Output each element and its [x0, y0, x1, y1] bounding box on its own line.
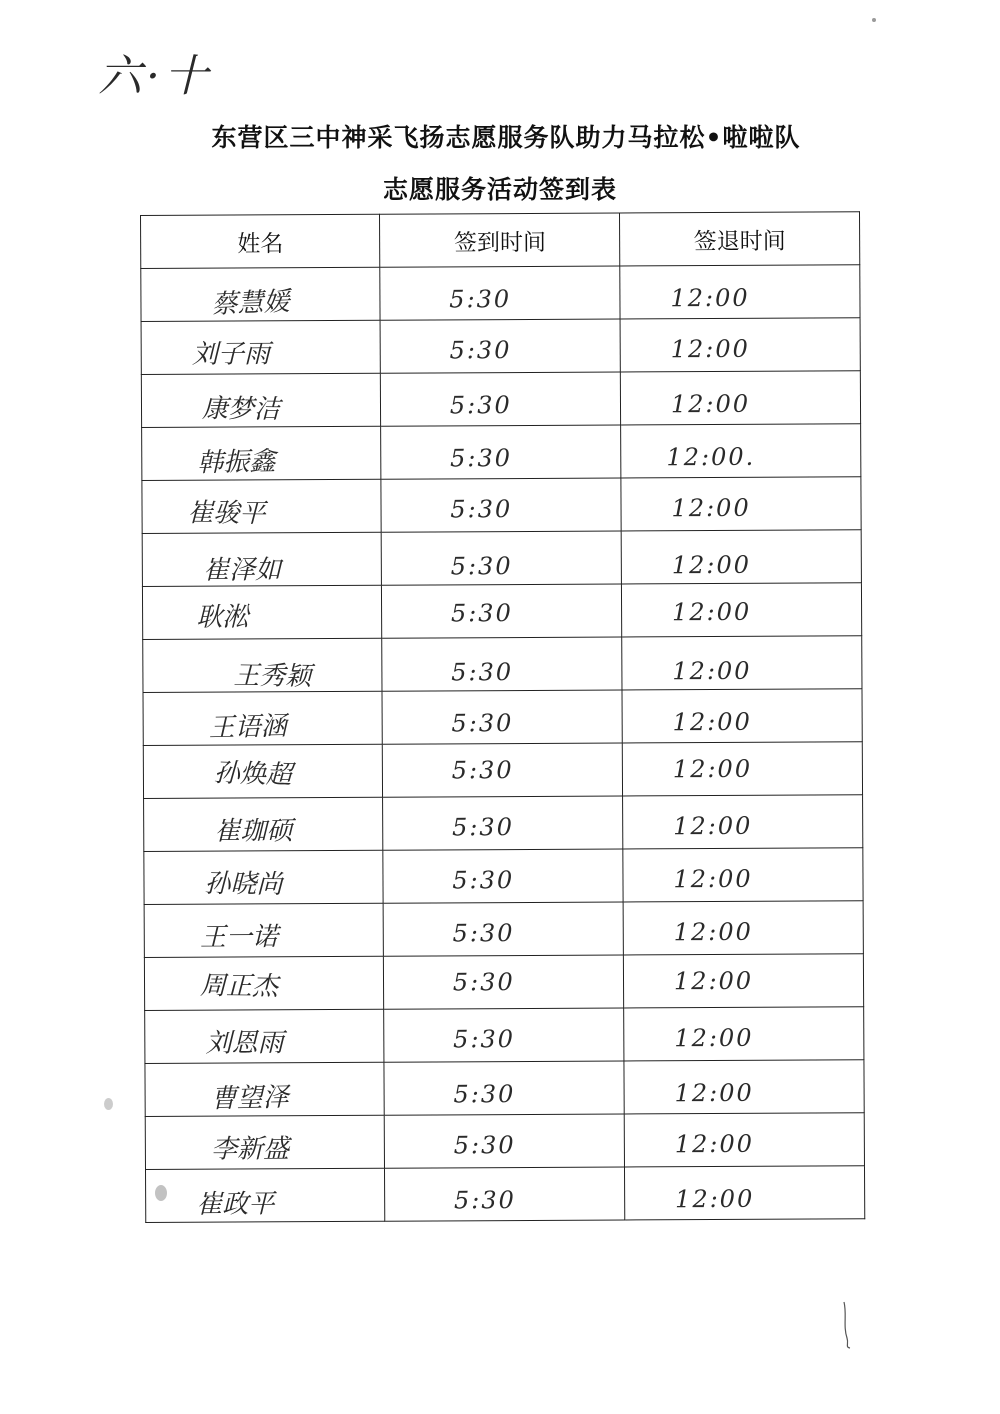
checkin-time: 5:30 [452, 919, 515, 948]
signer-name-cell [141, 320, 381, 374]
table-header-row [141, 212, 860, 269]
checkout-time: 12:00 [673, 811, 753, 841]
checkin-time: 5:30 [453, 1080, 516, 1109]
checkin-time: 5:30 [451, 813, 515, 842]
checkout-time-cell [621, 477, 861, 531]
checkout-time-cell [625, 1166, 865, 1220]
signer-name: 周正杰 [200, 970, 279, 1002]
signer-name-cell [142, 426, 382, 480]
checkout-time: 12:00 [671, 493, 751, 523]
signer-name: 王一诺 [199, 921, 279, 953]
table-row [145, 1166, 864, 1223]
table-row [143, 636, 862, 693]
checkout-time-cell [622, 742, 862, 796]
table-row [142, 530, 861, 587]
table-row [145, 1007, 864, 1064]
signer-name-cell [141, 267, 381, 321]
checkout-time-cell [622, 636, 862, 690]
checkin-time: 5:30 [450, 552, 513, 581]
header-checkout-time: 签退时间 [620, 212, 860, 266]
table-row [141, 318, 860, 375]
checkin-time-cell [383, 849, 623, 903]
table-row [142, 583, 861, 640]
checkin-time-cell [382, 690, 622, 744]
signer-name: 刘恩雨 [205, 1027, 284, 1059]
signer-name: 王秀颖 [233, 660, 312, 692]
checkout-time: 12:00 [674, 1078, 754, 1108]
scan-speck [872, 18, 876, 22]
signer-name: 王语涵 [208, 711, 288, 743]
signer-name-cell [141, 373, 381, 427]
handwritten-corner-note: 六·十 [98, 51, 212, 102]
signer-name: 康梦洁 [201, 393, 281, 425]
checkout-time: 12:00 [673, 966, 754, 996]
checkin-time: 5:30 [451, 658, 514, 687]
signer-name-cell [144, 956, 384, 1010]
checkin-time-cell [380, 266, 620, 320]
signer-name-cell [145, 1062, 385, 1116]
checkout-time-cell [624, 1007, 864, 1061]
checkin-time: 5:30 [453, 1186, 516, 1215]
checkout-time-cell [622, 689, 862, 743]
checkin-time-cell [383, 796, 623, 850]
signer-name: 韩振鑫 [197, 446, 276, 478]
table-row [143, 689, 862, 746]
checkin-time: 5:30 [453, 1025, 516, 1054]
signer-name: 蔡慧媛 [211, 286, 291, 320]
signer-name-cell [145, 1009, 385, 1063]
checkout-time-cell [623, 901, 863, 955]
checkout-time: 12:00 [671, 597, 752, 627]
scan-speck [155, 1185, 167, 1201]
checkin-time-cell [384, 955, 624, 1009]
checkout-time-cell [622, 583, 862, 637]
checkin-time-cell [382, 637, 622, 691]
checkout-time-cell [623, 795, 863, 849]
checkin-time-cell [381, 478, 621, 532]
table-row [145, 1060, 864, 1117]
signer-name: 孙焕超 [213, 757, 293, 791]
table-row [144, 795, 863, 852]
checkout-time: 12:00 [670, 389, 751, 419]
checkin-time-cell [384, 902, 624, 956]
signer-name-cell [145, 1168, 385, 1222]
signer-name-cell [143, 744, 383, 798]
table-row [144, 848, 863, 905]
checkout-time-cell [620, 318, 860, 372]
checkout-time: 12:00 [670, 283, 750, 313]
signer-name: 曹望泽 [210, 1082, 290, 1114]
checkout-time: 12:00 [672, 707, 752, 737]
checkin-time-cell [380, 319, 620, 373]
header-checkin-time: 签到时间 [380, 213, 620, 267]
margin-pen-mark [838, 1300, 856, 1350]
signer-name: 刘子雨 [191, 338, 271, 370]
checkin-time: 5:30 [453, 1131, 516, 1160]
header-name: 姓名 [141, 214, 381, 268]
document-subtitle: 志愿服务活动签到表 [382, 175, 617, 204]
checkin-time: 5:30 [452, 968, 515, 997]
checkout-time: 12:00 [672, 754, 753, 784]
signer-name: 崔政平 [196, 1188, 275, 1220]
signer-name: 崔泽如 [202, 554, 282, 586]
signer-name-cell [145, 1115, 385, 1169]
checkin-time-cell [383, 743, 623, 797]
signer-name: 孙晓尚 [204, 868, 283, 900]
signin-table [140, 211, 865, 1223]
checkin-time: 5:30 [450, 599, 513, 628]
checkout-time-cell [624, 1060, 864, 1114]
checkin-time: 5:30 [452, 866, 515, 895]
checkout-time: 12:00 [673, 917, 753, 947]
checkout-time: 12:00 [673, 864, 753, 894]
checkin-time: 5:30 [449, 391, 512, 420]
signer-name-cell [144, 850, 384, 904]
checkout-time-cell [623, 848, 863, 902]
checkin-time: 5:30 [451, 756, 514, 785]
checkin-time-cell [385, 1114, 625, 1168]
signer-name: 崔珈硕 [214, 815, 293, 847]
scan-speck [104, 1098, 113, 1110]
checkout-time-cell [623, 954, 863, 1008]
checkout-time: 12:00 [672, 656, 752, 686]
checkin-time-cell [382, 531, 622, 585]
table-row [145, 1113, 864, 1170]
signer-name-cell [142, 585, 382, 639]
checkout-time-cell [620, 265, 860, 319]
table-body [141, 265, 865, 1223]
checkin-time-cell [381, 372, 621, 426]
checkout-time-cell [624, 1113, 864, 1167]
checkout-time: 12:00. [666, 442, 756, 472]
checkout-time: 12:00 [674, 1023, 754, 1053]
checkout-time: 12:00 [675, 1184, 755, 1214]
checkout-time-cell [620, 371, 860, 425]
checkin-time: 5:30 [450, 444, 513, 473]
signer-name-cell [143, 638, 383, 692]
signer-name-cell [142, 479, 382, 533]
checkout-time: 12:00 [671, 550, 752, 580]
document-title: 东营区三中神采飞扬志愿服务队助力马拉松•啦啦队 [211, 123, 801, 152]
signer-name-cell [144, 797, 384, 851]
signer-name: 李新盛 [211, 1133, 290, 1165]
checkin-time: 5:30 [449, 285, 512, 314]
checkin-time-cell [381, 425, 621, 479]
checkin-time-cell [385, 1167, 625, 1221]
checkin-time: 5:30 [449, 336, 512, 365]
signer-name-cell [143, 691, 383, 745]
checkout-time: 12:00 [674, 1129, 755, 1159]
table-row [143, 742, 862, 799]
checkin-time-cell [384, 1008, 624, 1062]
table-row [144, 901, 863, 958]
checkout-time-cell [621, 424, 861, 478]
checkin-time-cell [382, 584, 622, 638]
table-row [144, 954, 863, 1011]
table-row [142, 424, 861, 481]
checkout-time-cell [621, 530, 861, 584]
signer-name-cell [144, 903, 384, 957]
table-row [142, 477, 861, 534]
signer-name: 崔骏平 [187, 497, 266, 529]
signer-name: 耿淞 [196, 601, 249, 633]
checkin-time: 5:30 [450, 495, 513, 524]
checkout-time: 12:00 [670, 334, 750, 364]
checkin-time-cell [384, 1061, 624, 1115]
signer-name-cell [142, 532, 382, 586]
table-row [141, 371, 860, 428]
checkin-time: 5:30 [451, 709, 514, 738]
table-row [141, 265, 860, 322]
